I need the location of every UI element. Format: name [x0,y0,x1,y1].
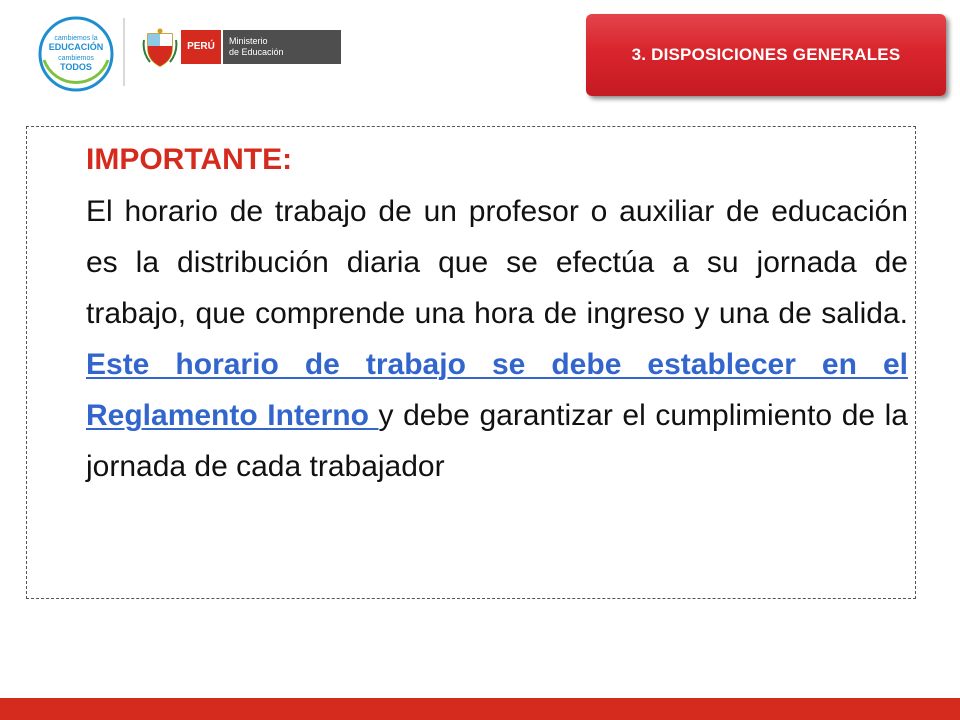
body-text-before: El horario de trabajo de un profesor o auxiliar de educación es la distribución diaria que se efectúa a su jornada de trabajo, que comprende una hora de ingreso y una de salida. [86,195,908,330]
campaign-logo-line2: EDUCACIÓN [48,42,104,52]
body-text-after: y debe garantizar el cumplimiento de la jornada de cada trabajador [86,399,908,483]
campaign-logo-line3: cambiemos [58,55,94,62]
section-tab: 3. DISPOSICIONES GENERALES [586,14,946,96]
bottom-bar [0,698,960,720]
body-text-highlight: Este horario de trabajo se debe establecer en el Reglamento Interno [86,348,908,432]
ministry-line2: de Educación [229,47,284,57]
ministry-label [223,30,341,64]
content-body [86,186,908,492]
ministry-line1: Ministerio [229,36,268,46]
peru-label: PERÚ [181,30,221,64]
coat-of-arms-icon [142,28,178,68]
campaign-logo-line4: TODOS [60,62,92,72]
campaign-logo-line1: cambiemos la [54,35,98,42]
content-title: IMPORTANTE: [86,143,293,176]
campaign-logo-icon [38,16,114,92]
logo-divider [123,18,125,86]
